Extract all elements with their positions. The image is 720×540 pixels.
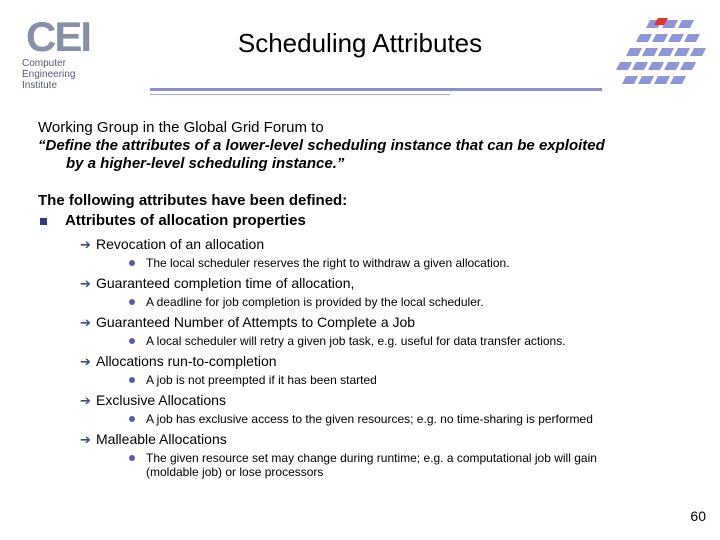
logo-text [22, 58, 75, 91]
item-title: Revocation of an allocation [96, 236, 265, 252]
right-arrow-icon: ➔ [80, 432, 91, 447]
bullet-allocation-properties [38, 211, 698, 231]
right-arrow-icon: ➔ [80, 315, 91, 330]
intro-text: Working Group in the Global Grid Forum to [38, 119, 324, 136]
list-item [80, 391, 698, 426]
dot-icon [129, 260, 135, 266]
dot-icon [129, 455, 135, 461]
title-rule [150, 88, 602, 91]
list-item [80, 430, 698, 479]
right-arrow-icon: ➔ [80, 393, 91, 408]
sub-item [129, 334, 698, 348]
slide-title: Scheduling Attributes [237, 28, 483, 58]
sub-item-text: A job is not preempted if it has been started [146, 373, 377, 387]
list-item [80, 352, 698, 387]
logo-line-1: Computer [22, 58, 66, 69]
quote-line-1: “Define the attributes of a lower-level scheduling instance that can be exploited [38, 137, 605, 154]
logo-mark [26, 13, 91, 60]
right-arrow-icon: ➔ [80, 237, 91, 252]
item-title: Malleable Allocations [96, 431, 227, 447]
sub-item [129, 295, 698, 309]
decorative-grid-graphic [610, 14, 710, 92]
page-number: 60 [690, 508, 706, 524]
logo-line-3: Institute [22, 80, 58, 91]
right-arrow-icon: ➔ [80, 354, 91, 369]
cei-logo [22, 12, 92, 92]
sub-item-text: A job has exclusive access to the given resources; e.g. no time-sharing is performed [146, 412, 593, 426]
sub-item [129, 451, 698, 479]
defined-heading: The following attributes have been defined: [38, 192, 348, 209]
item-title: Guaranteed Number of Attempts to Complete a Job [96, 314, 416, 330]
item-title: Allocations run-to-completion [96, 353, 277, 369]
dot-icon [129, 416, 135, 422]
logo-mark-text: CEI [26, 13, 91, 60]
sub-item [129, 256, 698, 270]
logo-line-2: Engineering [22, 69, 76, 80]
sub-item [129, 373, 698, 387]
slide-content [38, 118, 698, 479]
list-item [80, 313, 698, 348]
dot-icon [129, 338, 135, 344]
list-item [80, 274, 698, 309]
square-bullet-icon [40, 218, 47, 225]
item-title: Exclusive Allocations [96, 392, 226, 408]
sub-item [129, 412, 698, 426]
bullet-label: Attributes of allocation properties [65, 212, 306, 229]
sub-item-text: A local scheduler will retry a given job task, e.g. useful for data transfer actions. [146, 334, 566, 348]
dot-icon [129, 299, 135, 305]
dot-icon [129, 377, 135, 383]
list-item [80, 235, 698, 270]
sub-item-text-continued: (moldable job) or lose processors [146, 465, 324, 479]
sub-item-text: A deadline for job completion is provided by the local scheduler. [146, 295, 484, 309]
right-arrow-icon: ➔ [80, 276, 91, 291]
quote-line-2: by a higher-level scheduling instance.” [66, 155, 345, 172]
item-title: Guaranteed completion time of allocation, [96, 275, 355, 291]
sub-item-text: The local scheduler reserves the right to withdraw a given allocation. [146, 256, 510, 270]
title-rule-thin [150, 94, 450, 95]
sub-item-text: The given resource set may change during runtime; e.g. a computational job will gain [146, 451, 597, 465]
